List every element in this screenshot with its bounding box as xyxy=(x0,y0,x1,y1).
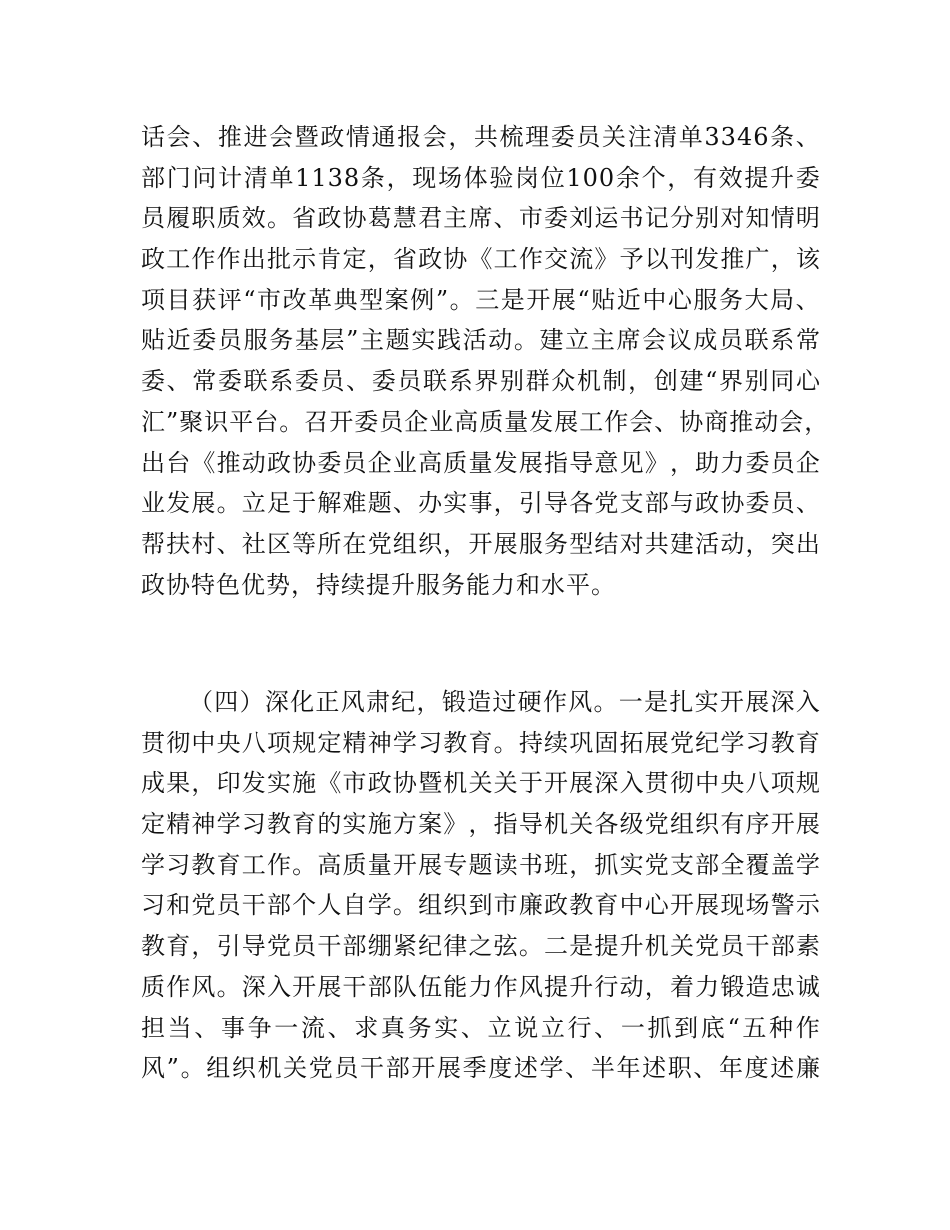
text-line: 质 作 风 。 深 入 开 展 干 部 队 伍 能 力 作 风 提 升 行 动 ， 着 力 锻 造 忠 诚 xyxy=(141,972,821,1001)
text-line: 业 发 展 。 立 足 于 解 难 题 、 办 实 事 ， 引 导 各 党 支 部 与 政 协 委 员 、 xyxy=(141,489,821,518)
text-line: 习 和 党 员 干 部 个 人 自 学 。 组 织 到 市 廉 政 教 育 中 心 开 展 现 场 警 示 xyxy=(141,891,821,920)
text-line: 汇 ” 聚 识 平 台 。 召 开 委 员 企 业 高 质 量 发 展 工 作 会 、 协 商 推 动 会 ， xyxy=(141,407,830,436)
text-line: 政 工 作 作 出 批 示 肯 定 ， 省 政 协 《 工 作 交 流 》 予 以 刊 发 推 广 ， 该 xyxy=(141,245,821,274)
text-line: 政协特色优势，持续提升服务能力和水平。 xyxy=(141,570,616,599)
text-line: 出 台 《 推 动 政 协 委 员 企 业 高 质 量 发 展 指 导 意 见 》 ， 助 力 委 员 企 xyxy=(141,448,821,477)
text-line: 员 履 职 质 效 。 省 政 协 葛 慧 君 主 席 、 市 委 刘 运 书 记 分 别 对 知 情 明 xyxy=(141,204,821,233)
section-heading-line: （ 四 ） 深 化 正 风 肃 纪 ， 锻 造 过 硬 作 风 。 一 是 扎 实 开 展 深 入 xyxy=(189,688,821,716)
text-line: 部 门 问 计 清 单 1138 条 ， 现 场 体 验 岗 位 100 余 个 ， 有 效 提 升 委 xyxy=(141,163,821,192)
text-line: 帮 扶 村 、 社 区 等 所 在 党 组 织 ， 开 展 服 务 型 结 对 共 建 活 动 ， 突 出 xyxy=(141,529,821,558)
paragraph-2 xyxy=(141,682,821,1089)
text-line: 学 习 教 育 工 作 。 高 质 量 开 展 专 题 读 书 班 ， 抓 实 党 支 部 全 覆 盖 学 xyxy=(141,850,821,879)
text-line: 委 、 常 委 联 系 委 员 、 委 员 联 系 界 别 群 众 机 制 ， 创 建 “ 界 别 同 心 xyxy=(141,367,821,396)
text-line: 成 果 ， 印 发 实 施 《 市 政 协 暨 机 关 关 于 开 展 深 入 贯 彻 中 央 八 项 规 xyxy=(141,769,821,798)
text-line: 定 精 神 学 习 教 育 的 实 施 方 案 》 ， 指 导 机 关 各 级 党 组 织 有 序 开 展 xyxy=(141,810,821,839)
text-line: 贯 彻 中 央 八 项 规 定 精 神 学 习 教 育 。 持 续 巩 固 拓 展 党 纪 学 习 教 育 xyxy=(141,728,821,757)
paragraph-1 xyxy=(141,117,830,605)
text-line: 项 目 获 评 “ 市 改 革 典 型 案 例 ” 。 三 是 开 展 “ 贴 近 中 心 服 务 大 局 、 xyxy=(141,285,821,314)
text-line: 贴 近 委 员 服 务 基 层 ” 主 题 实 践 活 动 。 建 立 主 席 会 议 成 员 联 系 常 xyxy=(141,326,821,355)
text-line: 话 会 、 推 进 会 暨 政 情 通 报 会 ， 共 梳 理 委 员 关 注 清 单 3346 条 、 xyxy=(141,123,821,151)
text-line: 风 ” 。 组 织 机 关 党 员 干 部 开 展 季 度 述 学 、 半 年 述 职 、 年 度 述 廉 xyxy=(141,1054,821,1083)
text-line: 担 当 、 事 争 一 流 、 求 真 务 实 、 立 说 立 行 、 一 抓 到 底 “ 五 种 作 xyxy=(141,1013,821,1042)
text-line: 教 育 ， 引 导 党 员 干 部 绷 紧 纪 律 之 弦 。 二 是 提 升 机 关 党 员 干 部 素 xyxy=(141,932,821,961)
